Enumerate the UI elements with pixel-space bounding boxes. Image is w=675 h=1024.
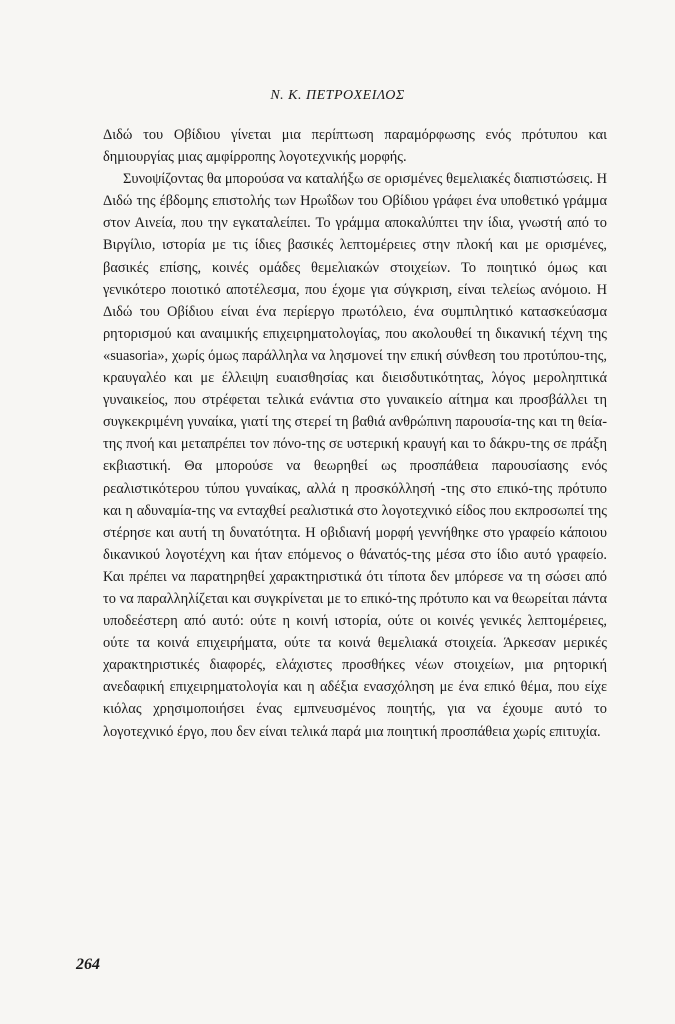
running-head: Ν. Κ. ΠΕΤΡΟΧΕΙΛΟΣ: [270, 88, 405, 103]
body-text: [103, 124, 607, 743]
paragraph-2: Συνοψίζοντας θα μπορούσα να καταλήξω σε ορισμένες θεμελιακές διαπιστώσεις. Η Διδώ της έβδομης επιστολής των Ηρωΐδων του Οβίδιου γράφει ένα υποθετικό γράμμα στον Αινεία, που την εγκαταλείπει. Το γράμμα αποκαλύπτει την ίδια, γνωστή από το Βιργίλιο, ιστορία με τις ίδιες βασικές λεπτομέρειες στην πλοκή και με ορισμένες, βασικές επίσης, κοινές ομάδες θεμελιακών στοιχείων. Το ποιητικό όμως και γενικότερο ποιοτικό αποτέλεσμα, που έχομε για σύγκριση, είναι τελείως ανόμοιο. Η Διδώ του Οβίδιου είναι ένα περίεργο πρωτόλειο, ένα συμπιλητικό κατασκεύασμα ρητορισμού και αναιμικής επιχειρηματολογίας, που ακολουθεί τη δικανική τέχνη της «suasoria», χωρίς όμως παράλληλα να λησμονεί την επική σύνθεση του προτύπου-της, κραυγαλέο και με έλλειψη ευαισθησίας και διεισδυτικότητας, λόγος μεροληπτικά γυναικείος, που στρέφεται τελικά ενάντια στο γυναικείο αίτημα και προσβάλλει τη συγκεκριμένη γυναίκα, γιατί της στερεί τη βαθιά ανθρώπινη παρουσία-της και τη θεία-της πνοή και μεταπρέπει τον πόνο-της σε υστερική κραυγή και το δάκρυ-της σε πράξη εκβιαστική. Θα μπορούσε να θεωρηθεί ως προσπάθεια παρουσίασης ενός ρεαλιστικότερου τύπου γυναίκας, αλλά η προσκόλλησή -της στο επικό-της πρότυπο και η αδυναμία-της να ενταχθεί ρεαλιστικά στο λογοτεχνικό είδος που εκπροσωπεί της στέρησε και αυτή τη δυνατότητα. Η οβιδιανή μορφή γεννήθηκε στο γραφείο κάποιου δικανικού λογοτέχνη και ήταν επόμενος ο θάνατός-της μέσα στο ίδιο αυτό γραφείο. Και πρέπει να παρατηρηθεί χαρακτηριστικά ότι τίποτα δεν μπόρεσε να τη σώσει από το να παραλληλίζεται και συγκρίνεται με το επικό-της πρότυπο και να θεωρείται πάντα υποδεέστερη από αυτό: ούτε η κοινή ιστορία, ούτε οι κοινές γενικές λεπτομέρειες, ούτε τα κοινά επιχειρήματα, ούτε τα κοινά θεμελιακά στοιχεία. Άρκεσαν μερικές χαρακτηριστικές διαφορές, ελάχιστες προσθήκες νέων στοιχείων, μια ρητορική ανεδαφική επιχειρηματολογία και η αδέξια ενασχόληση με ένα επικό θέμα, που είχε κιόλας χρησιμοποιήσει ένας εμπνευσμένος ποιητής, για να έχουμε αυτό το λογοτεχνικό έργο, που δεν είναι τελικά παρά μια ποιητική προσπάθεια χωρίς επιτυχία.: [103, 171, 607, 740]
page-number: 264: [76, 956, 100, 973]
paragraph-1: Διδώ του Οβίδιου γίνεται μια περίπτωση παραμόρφωσης ενός πρότυπου και δημιουργίας μιας αμφίρροπης λογοτεχνικής μορφής.: [103, 127, 607, 166]
